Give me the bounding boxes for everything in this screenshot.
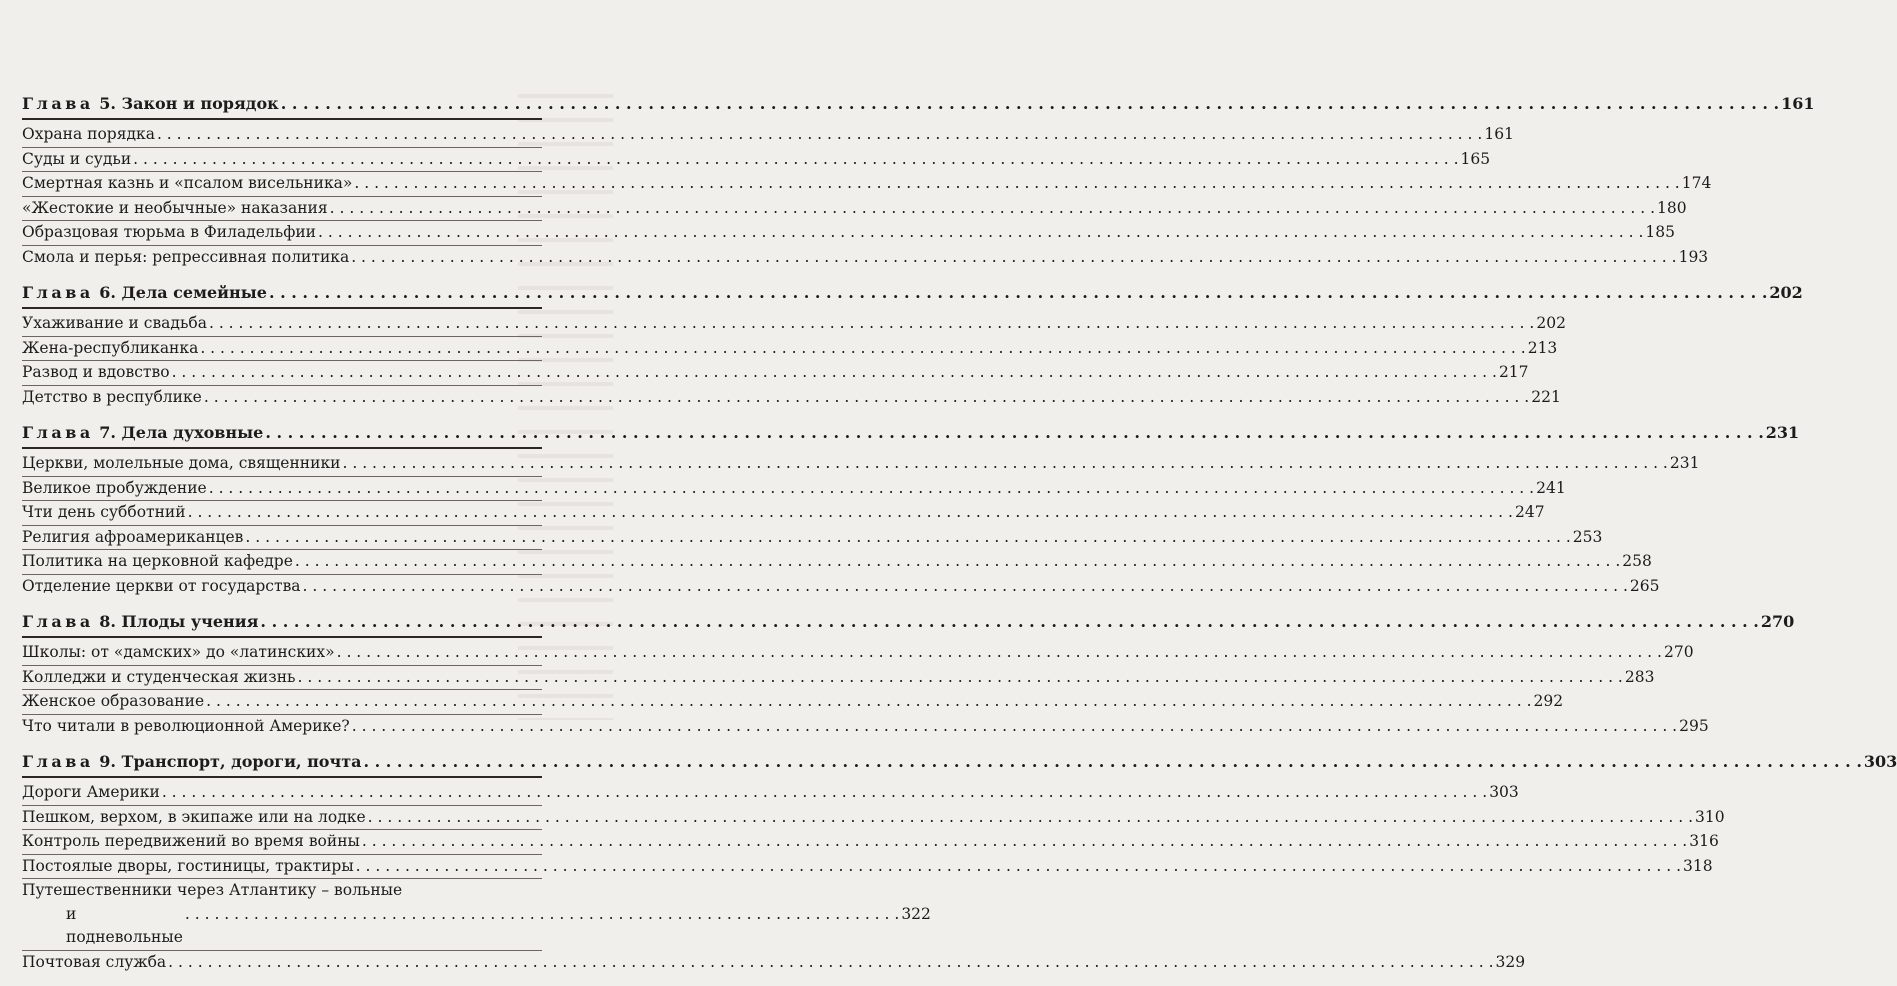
page-number: 213 <box>1527 338 1558 357</box>
toc-entry[interactable] <box>22 951 1526 975</box>
toc-entry[interactable] <box>22 337 1558 362</box>
dot-leader <box>295 550 1620 574</box>
toc-entry[interactable] <box>22 575 1660 599</box>
page-number: 161 <box>1484 125 1514 143</box>
page-number: 193 <box>1678 247 1709 266</box>
dot-leader <box>352 715 1677 739</box>
dot-leader <box>337 641 1662 665</box>
entry-title: Постоялые дворы, гостиницы, трактиры <box>22 856 354 875</box>
dot-leader <box>281 92 1779 116</box>
page-number: 310 <box>1695 807 1725 826</box>
chapter-7 <box>22 421 1800 598</box>
chapter-number: 5. <box>99 94 116 113</box>
page-number: 231 <box>1669 454 1700 472</box>
chapter-name: Транспорт, дороги, почта <box>121 752 362 771</box>
page-number: 316 <box>1689 832 1719 850</box>
chapter-entries <box>22 312 1566 409</box>
page-number: 303 <box>1489 783 1519 801</box>
toc-entry[interactable] <box>22 172 1712 197</box>
chapter-entries <box>22 781 1725 974</box>
entry-title-line1: Путешественники через Атлантику – вольные <box>22 881 403 899</box>
dot-leader <box>330 197 1655 221</box>
entry-title: Дороги Америки <box>22 783 160 801</box>
page-number: 270 <box>1663 643 1694 661</box>
page-number: 217 <box>1498 363 1529 381</box>
dot-leader <box>356 855 1681 879</box>
toc-entry[interactable] <box>22 123 1514 148</box>
entry-title: Религия афроамериканцев <box>22 527 244 546</box>
entry-title: Что читали в революционной Америке? <box>22 716 350 735</box>
dot-leader <box>265 421 1763 445</box>
page-number: 231 <box>1765 423 1800 442</box>
page-number: 322 <box>901 904 931 923</box>
toc-entry[interactable] <box>22 361 1529 386</box>
page-number: 292 <box>1533 692 1564 710</box>
dot-leader <box>342 452 1667 476</box>
chapter-label: Глава <box>22 283 94 302</box>
toc-entry[interactable] <box>22 550 1652 575</box>
page-number: 165 <box>1460 149 1491 168</box>
table-of-contents <box>22 92 1897 986</box>
chapter-name: Закон и порядок <box>121 94 279 113</box>
dot-leader <box>363 750 1861 774</box>
dot-leader <box>200 337 1525 361</box>
entry-title: Охрана порядка <box>22 125 155 143</box>
page-number: 247 <box>1514 503 1545 521</box>
dot-leader <box>245 526 1570 550</box>
page-number: 270 <box>1760 612 1795 631</box>
chapter-title <box>22 610 258 634</box>
chapter-number: 7. <box>99 423 116 442</box>
chapter-heading[interactable] <box>22 281 1803 309</box>
page-number: 303 <box>1863 752 1897 771</box>
page-number: 185 <box>1645 223 1675 241</box>
toc-entry[interactable] <box>22 246 1709 270</box>
page-number: 258 <box>1622 552 1652 570</box>
dot-leader <box>162 781 1487 805</box>
entry-title: Контроль передвижений во время войны <box>22 832 360 850</box>
dot-leader <box>260 610 1758 634</box>
page-number: 253 <box>1572 527 1603 546</box>
chapter-heading[interactable] <box>22 92 1815 120</box>
chapter-label: Глава <box>22 612 94 631</box>
dot-leader <box>185 903 899 927</box>
chapter-entries <box>22 641 1709 738</box>
toc-entry[interactable] <box>22 386 1561 410</box>
toc-entry[interactable] <box>22 715 1709 739</box>
chapter-title <box>22 92 279 116</box>
dot-leader <box>209 312 1534 336</box>
chapter-number: 9. <box>99 752 116 771</box>
dot-leader <box>206 690 1531 714</box>
entry-title: Ухаживание и свадьба <box>22 314 207 332</box>
page-number: 265 <box>1629 576 1660 595</box>
entry-title-line2: и подневольные <box>66 904 183 946</box>
dot-leader <box>172 361 1497 385</box>
toc-entry[interactable] <box>22 148 1491 173</box>
dot-leader <box>303 575 1628 599</box>
dot-leader <box>318 221 1643 245</box>
chapter-heading[interactable] <box>22 421 1800 449</box>
toc-entry[interactable] <box>22 806 1725 831</box>
toc-entry[interactable] <box>22 666 1655 691</box>
entry-title: Суды и судьи <box>22 149 132 168</box>
entry-title: Почтовая служба <box>22 952 167 971</box>
chapter-title <box>22 281 267 305</box>
entry-title: Образцовая тюрьма в Филадельфии <box>22 223 317 241</box>
toc-entry[interactable] <box>22 526 1603 551</box>
dot-leader <box>204 386 1529 410</box>
entry-title: «Жестокие и необычные» наказания <box>22 198 328 217</box>
chapter-9 <box>22 750 1897 974</box>
chapter-label: Глава <box>22 752 94 771</box>
chapter-number: 8. <box>99 612 116 631</box>
chapter-entries <box>22 452 1700 598</box>
entry-title: Жена-республиканка <box>22 338 199 357</box>
chapter-title <box>22 421 263 445</box>
chapter-label: Глава <box>22 94 94 113</box>
dot-leader <box>157 123 1482 147</box>
page-number: 161 <box>1781 94 1815 113</box>
entry-title: Смертная казнь и «псалом висельника» <box>22 174 353 192</box>
entry-title: Детство в республике <box>22 387 202 406</box>
chapter-label: Глава <box>22 423 94 442</box>
toc-entry[interactable] <box>22 690 1564 715</box>
entry-title: Смола и перья: репрессивная политика <box>22 247 350 266</box>
entry-title: Школы: от «дамских» до «латинских» <box>22 643 335 661</box>
toc-entry[interactable] <box>22 221 1675 246</box>
dot-leader <box>351 246 1676 270</box>
chapter-name: Дела семейные <box>121 283 267 302</box>
page-number: 295 <box>1679 716 1709 735</box>
page-number: 318 <box>1683 856 1713 875</box>
page-number: 202 <box>1536 314 1566 332</box>
chapter-8 <box>22 610 1795 738</box>
chapter-title <box>22 750 361 774</box>
toc-entry[interactable] <box>22 830 1719 855</box>
toc-entry[interactable] <box>22 501 1545 526</box>
page-number: 241 <box>1536 478 1566 497</box>
toc-entry[interactable] <box>22 879 931 951</box>
chapter-name: Плоды учения <box>121 612 259 631</box>
chapter-name: Дела духовные <box>121 423 264 442</box>
dot-leader <box>297 666 1622 690</box>
dot-leader <box>354 172 1679 196</box>
entry-title: Церкви, молельные дома, священники <box>22 454 341 472</box>
dot-leader <box>362 830 1687 854</box>
dot-leader <box>168 951 1493 975</box>
dot-leader <box>368 806 1693 830</box>
dot-leader <box>269 281 1767 305</box>
page-number: 174 <box>1681 174 1712 192</box>
page-number: 202 <box>1769 283 1803 302</box>
chapter-number: 6. <box>99 283 116 302</box>
chapter-5 <box>22 92 1815 269</box>
entry-title: Развод и вдовство <box>22 363 170 381</box>
page-number: 221 <box>1531 387 1561 406</box>
dot-leader <box>133 148 1458 172</box>
chapter-heading[interactable] <box>22 750 1897 778</box>
toc-entry[interactable] <box>22 855 1713 880</box>
dot-leader <box>209 477 1534 501</box>
chapter-heading[interactable] <box>22 610 1795 638</box>
entry-title: Колледжи и студенческая жизнь <box>22 667 296 686</box>
dot-leader <box>188 501 1513 525</box>
page-number: 180 <box>1657 198 1687 217</box>
page-number: 283 <box>1624 667 1655 686</box>
toc-entry[interactable] <box>22 197 1687 222</box>
toc-entry[interactable] <box>22 452 1700 477</box>
toc-entry[interactable] <box>22 781 1519 806</box>
entry-title: Отделение церкви от государства <box>22 576 301 595</box>
toc-entry[interactable] <box>22 477 1566 502</box>
entry-title: Великое пробуждение <box>22 478 207 497</box>
entry-title: Женское образование <box>22 692 205 710</box>
page-number: 329 <box>1495 952 1526 971</box>
chapter-entries <box>22 123 1712 269</box>
toc-entry[interactable] <box>22 641 1694 666</box>
chapter-6 <box>22 281 1803 409</box>
entry-title: Пешком, верхом, в экипаже или на лодке <box>22 807 366 826</box>
entry-title: Чти день субботний <box>22 503 186 521</box>
toc-entry[interactable] <box>22 312 1566 337</box>
entry-title: Политика на церковной кафедре <box>22 552 293 570</box>
